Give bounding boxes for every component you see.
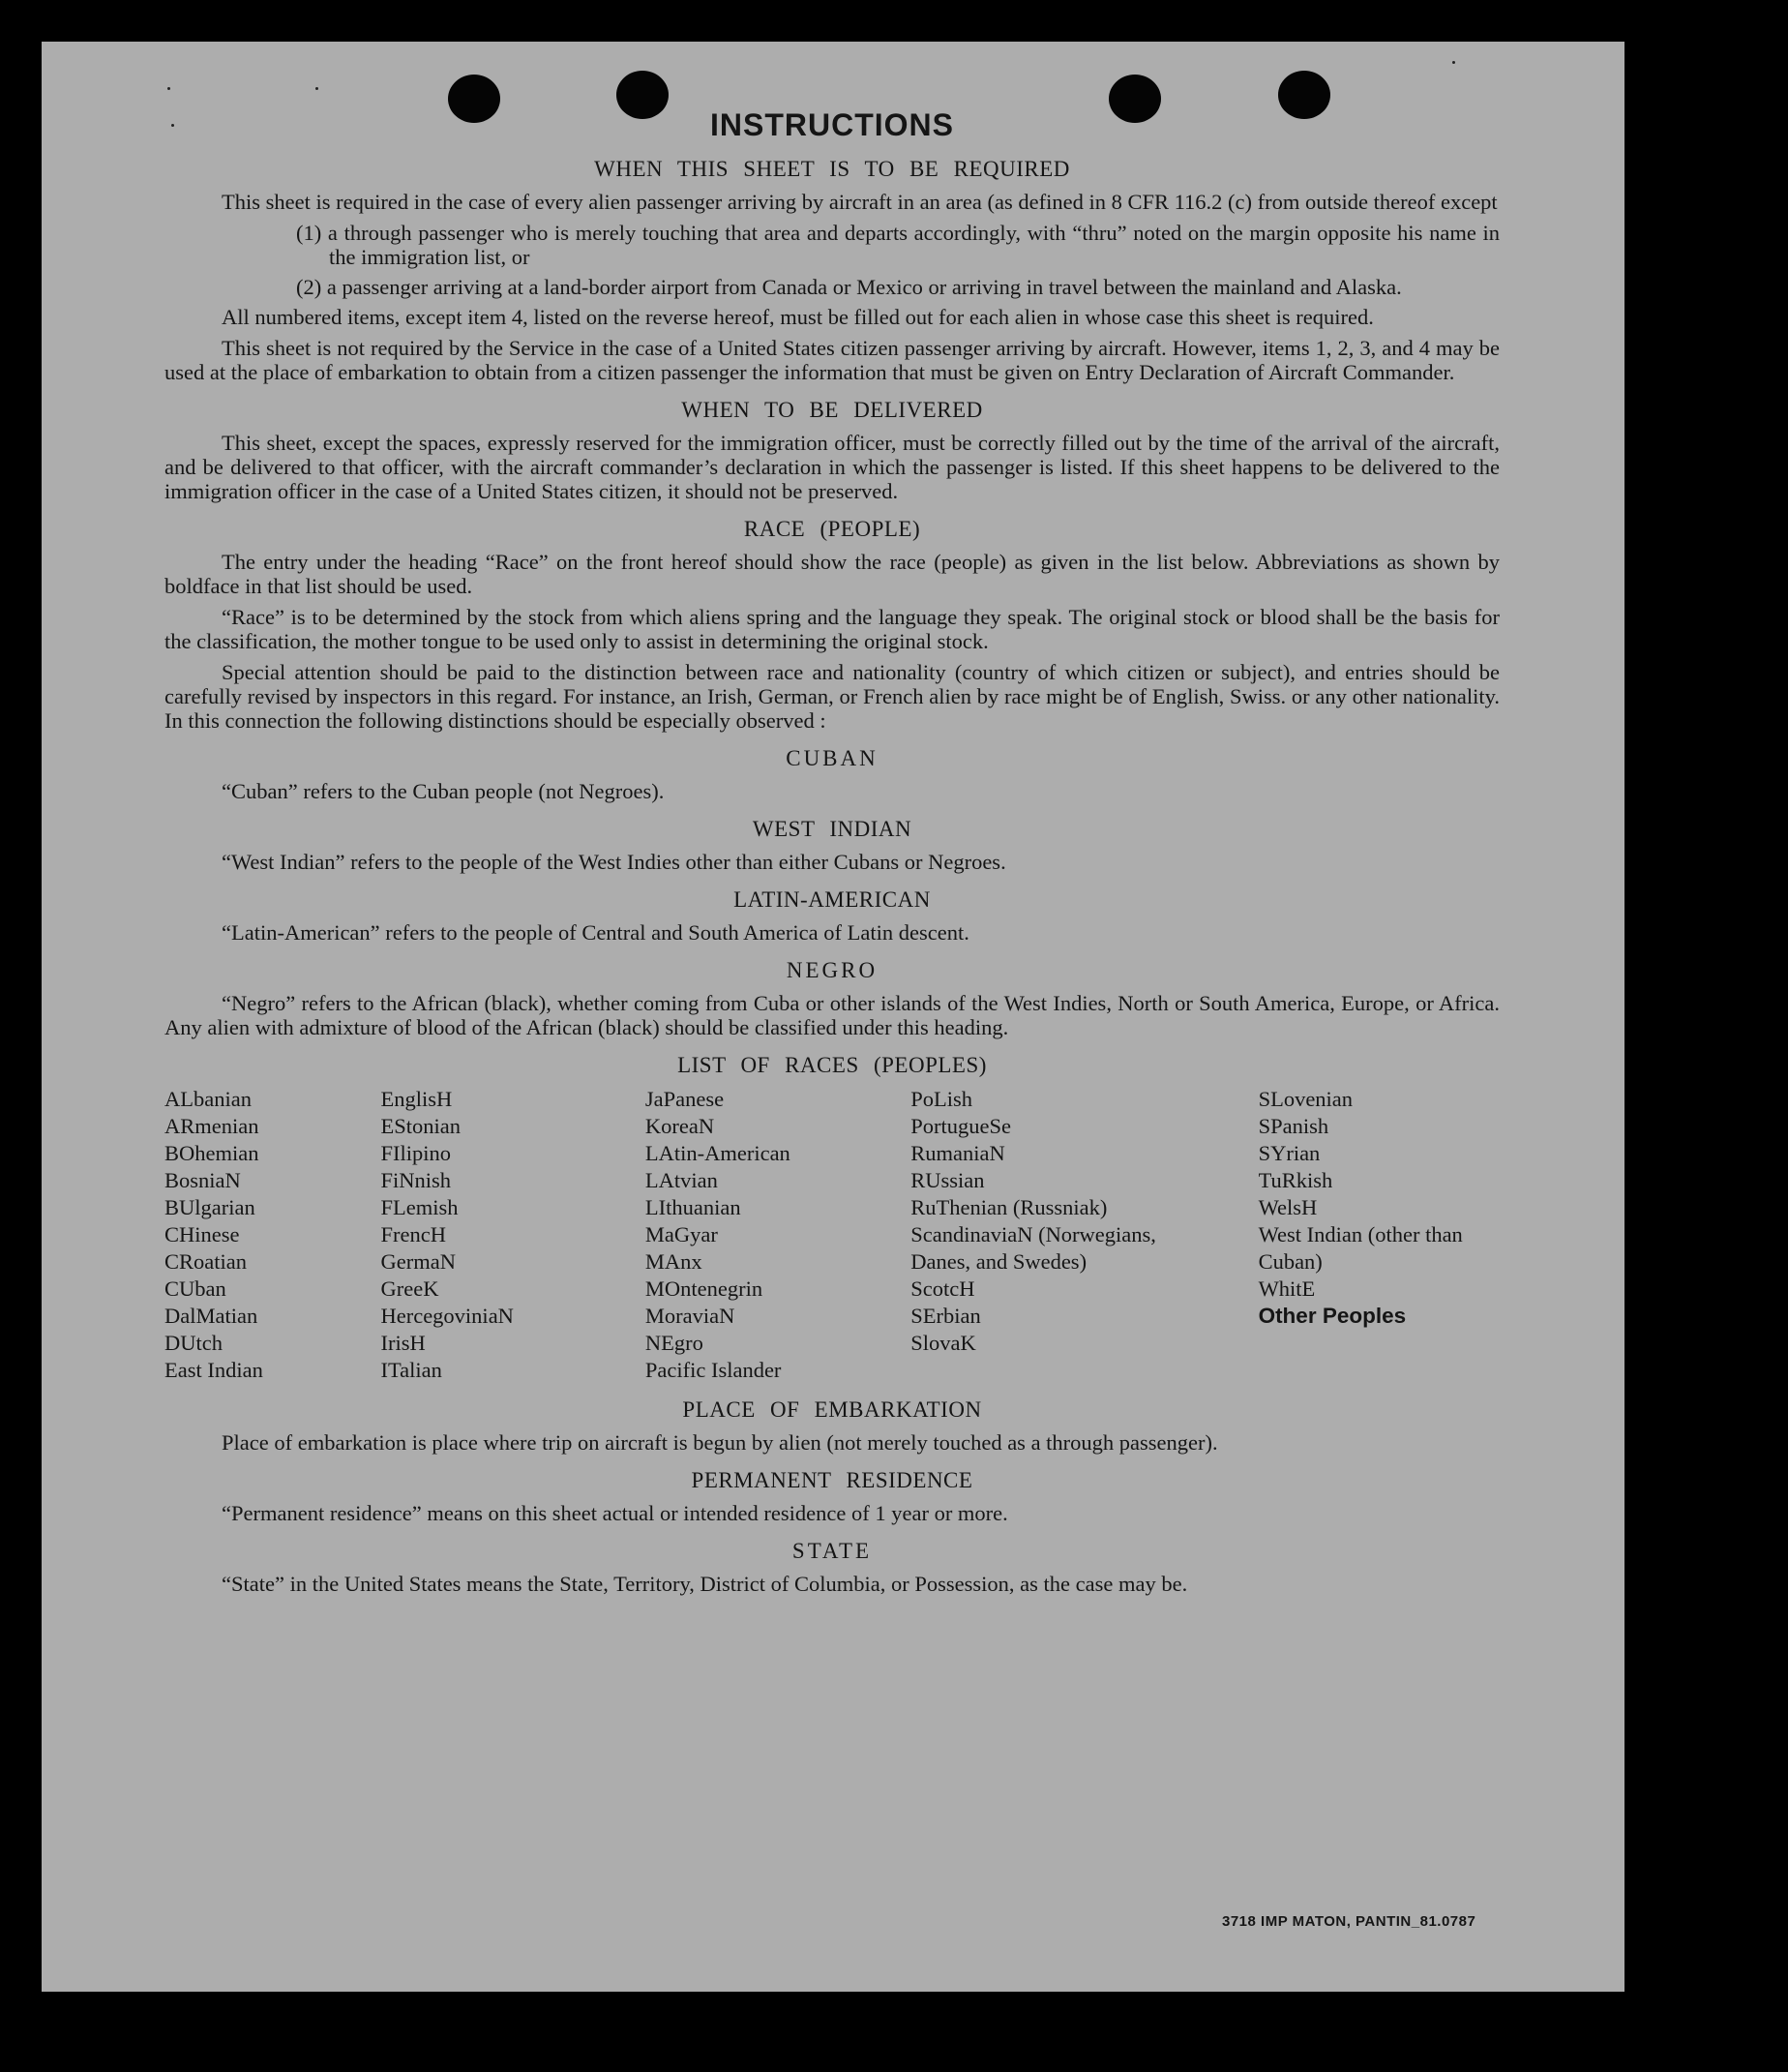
race-list-item: SErbian	[910, 1304, 981, 1328]
race-list-item: JaPanese	[644, 1087, 725, 1111]
section-heading-when-delivered: WHEN TO BE DELIVERED	[681, 398, 983, 422]
race-list-item: MaGyar	[644, 1222, 718, 1246]
race-list-item: TuRkish	[1258, 1168, 1333, 1192]
race-list-item: West Indian (other than Cuban)	[1258, 1222, 1463, 1274]
race-list-item: CRoatian	[164, 1249, 247, 1274]
race-column-5	[1259, 1086, 1500, 1384]
race-list	[164, 1086, 1500, 1384]
speck	[1452, 61, 1455, 64]
paragraph: This sheet is required in the case of every alien passenger arriving by aircraft in an area (as defined in 8 CFR 116.2 (c) from outside thereof except	[222, 190, 1498, 214]
race-list-item: EnglisH	[380, 1087, 453, 1111]
race-column-2	[380, 1086, 644, 1384]
paragraph: This sheet is not required by the Service in the case of a United States citizen passenger arriving by aircraft. However, items 1, 2, 3, and 4 may be used at the place of embarkation to obtain from a citizen passenger the information that must be given on Entry Declaration of Aircraft Commander.	[164, 336, 1500, 384]
paragraph: All numbered items, except item 4, listed on the reverse hereof, must be filled out for each alien in whose case this sheet is required.	[222, 305, 1374, 329]
printer-code: 3718 IMP MATON, PANTIN_81.0787	[1222, 1913, 1476, 1930]
race-list-item: KoreaN	[644, 1114, 715, 1138]
race-list-item: ITalian	[380, 1358, 442, 1382]
race-list-item: MoraviaN	[644, 1304, 735, 1328]
race-list-item: BosniaN	[164, 1168, 241, 1192]
race-list-item: Pacific Islander	[644, 1358, 782, 1382]
race-list-item: ScandinaviaN (Norwegians, Danes, and Swedes)	[910, 1222, 1156, 1274]
paragraph: “Permanent residence” means on this sheet actual or intended residence of 1 year or more.	[222, 1501, 1008, 1525]
race-list-item: WelsH	[1258, 1195, 1318, 1219]
instructions-body	[164, 107, 1500, 1603]
section-heading-state: STATE	[791, 1539, 873, 1563]
race-list-item: BOhemian	[164, 1141, 259, 1165]
paragraph: “Latin-American” refers to the people of Central and South America of Latin descent.	[222, 920, 969, 945]
paragraph: Special attention should be paid to the distinction between race and nationality (country of which citizen or subject), and entries should be carefully revised by inspectors in this regard. For instance, an Irish, German, or French alien by race might be of English, Swiss. or any other nationality. In this connection the following distinctions should be especially observed :	[164, 660, 1500, 733]
race-list-item: LAtin-American	[644, 1141, 790, 1165]
race-list-item: RuThenian (Russniak)	[910, 1195, 1108, 1219]
list-item: (2) a passenger arriving at a land-border airport from Canada or Mexico or arriving in travel between the mainland and Alaska.	[296, 275, 1402, 299]
race-list-item: CUban	[164, 1276, 226, 1301]
paragraph: “West Indian” refers to the people of the West Indies other than either Cubans or Negroes.	[222, 850, 1006, 874]
race-list-item: HercegoviniaN	[380, 1304, 514, 1328]
paragraph: The entry under the heading “Race” on the front hereof should show the race (people) as given in the list below. Abbreviations as shown by boldface in that list should be used.	[164, 550, 1500, 598]
paragraph: “State” in the United States means the State, Territory, District of Columbia, or Possession, as the case may be.	[222, 1572, 1188, 1596]
race-list-item: SYrian	[1258, 1141, 1321, 1165]
speck	[167, 87, 170, 90]
race-list-item: WhitE	[1258, 1276, 1316, 1301]
race-list-item: MOntenegrin	[644, 1276, 763, 1301]
race-list-item: NEgro	[644, 1331, 703, 1355]
document-page	[42, 42, 1624, 1992]
race-list-item: BUlgarian	[164, 1195, 255, 1219]
race-list-item: East Indian	[164, 1358, 263, 1382]
list-item: (1) a through passenger who is merely touching that area and departs accordingly, with “thru” noted on the margin opposite his name in the immigration list, or	[296, 221, 1500, 269]
race-list-item: ALbanian	[164, 1087, 252, 1111]
section-heading-race: RACE (PEOPLE)	[743, 517, 921, 541]
race-column-3	[645, 1086, 910, 1384]
race-list-item: CHinese	[164, 1222, 240, 1246]
race-list-item: GreeK	[380, 1276, 439, 1301]
section-heading-cuban: CUBAN	[786, 746, 879, 770]
race-list-item: FiNnish	[380, 1168, 452, 1192]
race-list-item: GermaN	[380, 1249, 456, 1274]
paragraph: “Negro” refers to the African (black), whether coming from Cuba or other islands of the West Indies, North or South America, Europe, or Africa. Any alien with admixture of blood of the African (black) should be classified under this heading.	[164, 991, 1500, 1039]
paragraph: This sheet, except the spaces, expressly reserved for the immigration officer, must be correctly filled out by the time of the arrival of the aircraft, and be delivered to that officer, with the aircraft commander’s declaration in which the passenger is listed. If this sheet happens to be delivered to the immigration officer in the case of a United States citizen, it should not be preserved.	[164, 431, 1500, 503]
race-list-item: FLemish	[380, 1195, 459, 1219]
race-column-4	[910, 1086, 1192, 1384]
race-list-item: RUssian	[910, 1168, 985, 1192]
race-list-item: DUtch	[164, 1331, 223, 1355]
race-list-item: PortugueSe	[910, 1114, 1011, 1138]
race-list-item: EStonian	[380, 1114, 461, 1138]
race-column-1	[164, 1086, 380, 1384]
race-list-item: IrisH	[380, 1331, 426, 1355]
race-list-item: LAtvian	[644, 1168, 718, 1192]
race-list-item: LIthuanian	[644, 1195, 741, 1219]
race-list-item: SlovaK	[910, 1331, 976, 1355]
paragraph: “Race” is to be determined by the stock from which aliens spring and the language they speak. The original stock or blood shall be the basis for the classification, the mother tongue to be used only to assist in determining the original stock.	[164, 605, 1500, 653]
section-heading-list-of-races: LIST OF RACES (PEOPLES)	[677, 1053, 987, 1077]
race-list-item: PoLish	[910, 1087, 972, 1111]
race-list-item: SPanish	[1258, 1114, 1329, 1138]
race-list-item: MAnx	[644, 1249, 702, 1274]
section-heading-embarkation: PLACE OF EMBARKATION	[682, 1397, 982, 1422]
race-list-item: DalMatian	[164, 1304, 258, 1328]
race-list-item: Other Peoples	[1258, 1304, 1407, 1328]
paragraph: Place of embarkation is place where trip on aircraft is begun by alien (not merely touched as a through passenger).	[222, 1430, 1218, 1455]
page-title: INSTRUCTIONS	[710, 107, 954, 142]
speck	[315, 87, 318, 90]
race-list-item: RumaniaN	[910, 1141, 1005, 1165]
race-list-item: FIlipino	[380, 1141, 451, 1165]
race-list-item: FrencH	[380, 1222, 446, 1246]
section-heading-negro: NEGRO	[786, 958, 879, 982]
section-heading-residence: PERMANENT RESIDENCE	[691, 1468, 973, 1492]
race-list-item: ARmenian	[164, 1114, 259, 1138]
race-list-item: SLovenian	[1258, 1087, 1354, 1111]
race-list-item: ScotcH	[910, 1276, 975, 1301]
section-heading-west-indian: WEST INDIAN	[752, 817, 912, 841]
paragraph: “Cuban” refers to the Cuban people (not Negroes).	[222, 779, 665, 803]
section-heading-latin-american: LATIN-AMERICAN	[733, 887, 931, 912]
section-heading-when-required: WHEN THIS SHEET IS TO BE REQUIRED	[594, 157, 1070, 181]
